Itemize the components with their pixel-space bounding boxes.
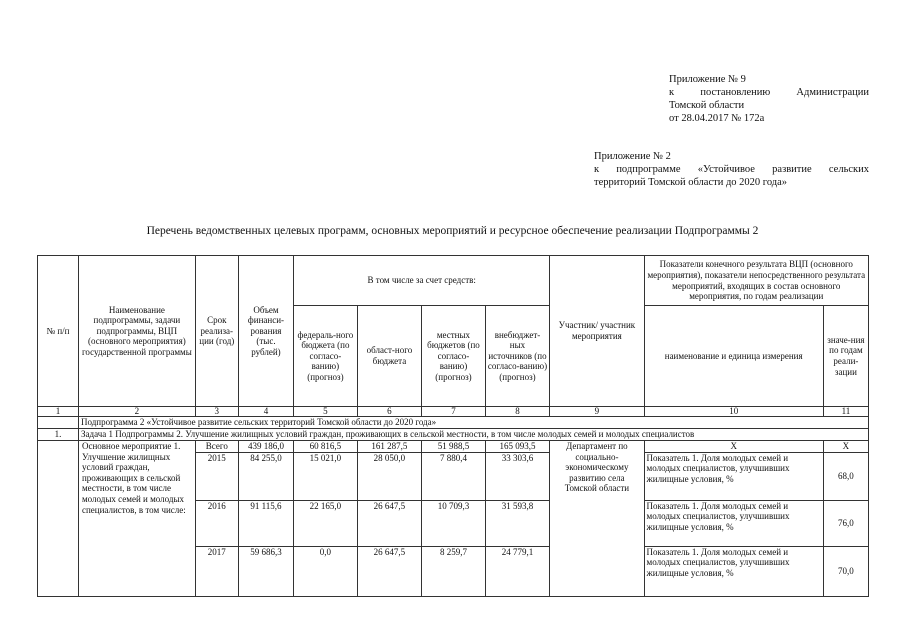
appendix-2-title: Приложение № 2: [594, 151, 671, 162]
indicator-value-cell: 76,0: [823, 500, 868, 546]
task-row: Задача 1 Подпрограммы 2. Улучшение жилищных условий граждан, проживающих в сельской местности, в том числе молодых семей и молодых специалистов: [78, 429, 868, 441]
col-number: 11: [823, 407, 868, 417]
indicator-value-cell: 70,0: [823, 546, 868, 596]
col-number: 10: [644, 407, 823, 417]
volume-cell: 59 686,3: [238, 546, 293, 596]
header-num: № п/п: [38, 256, 79, 407]
appendix-2-subprogram: к подпрограмме «Устойчивое развитие сельских: [594, 164, 869, 175]
indicator-name-cell: Х: [644, 441, 823, 453]
appendix-9-region: Томской области: [669, 100, 745, 111]
header-federal: федераль-ного бюджета (по согласо-ванию) (прогноз): [294, 306, 358, 407]
local-cell: 10 709,3: [422, 500, 486, 546]
subprogram-row: Подпрограмма 2 «Устойчивое развитие сельских территорий Томской области до 2020 года»: [78, 417, 868, 429]
column-numbers-row: [38, 407, 869, 417]
federal-cell: 15 021,0: [294, 452, 358, 500]
local-cell: 8 259,7: [422, 546, 486, 596]
regional-cell: 26 647,5: [357, 546, 422, 596]
extra-cell: 24 779,1: [485, 546, 550, 596]
header-extra: внебюджет-ных источников (по согласо-ванию) (прогноз): [485, 306, 550, 407]
table-row: [38, 441, 869, 453]
participant-cell: Департамент по социально-экономическому развитию села Томской области: [550, 441, 644, 597]
col-number: 8: [485, 407, 550, 417]
extra-cell: 165 093,5: [485, 441, 550, 453]
col-number: 2: [78, 407, 195, 417]
appendix-9-date: от 28.04.2017 № 172а: [669, 113, 765, 124]
header-local: местных бюджетов (по согласо-ванию) (прогноз): [422, 306, 486, 407]
col-number: 5: [294, 407, 358, 417]
indicator-name-cell: Показатель 1. Доля молодых семей и молодых специалистов, улучшивших жилищные условия, %: [644, 500, 823, 546]
measure-name: Основное мероприятие 1. Улучшение жилищных условий граждан, проживающих в сельской местности, в том числе молодых семей и молодых специалистов, в том числе:: [81, 441, 186, 515]
header-sources: В том числе за счет средств:: [294, 256, 550, 306]
regional-cell: 161 287,5: [357, 441, 422, 453]
federal-cell: 60 816,5: [294, 441, 358, 453]
col-number: 9: [550, 407, 644, 417]
indicator-value-cell: 68,0: [823, 452, 868, 500]
header-ind-value: значе-ния по годам реали-зации: [823, 306, 868, 407]
extra-cell: 31 593,8: [485, 500, 550, 546]
regional-cell: 26 647,5: [357, 500, 422, 546]
extra-cell: 33 303,6: [485, 452, 550, 500]
indicator-name-cell: Показатель 1. Доля молодых семей и молодых специалистов, улучшивших жилищные условия, %: [644, 546, 823, 596]
header-ind-name: наименование и единица измерения: [644, 306, 823, 407]
header-name: Наименование подпрограммы, задачи подпрограммы, ВЦП (основного мероприятия) государственной программы: [78, 256, 195, 407]
appendix-9-block: [669, 73, 869, 125]
page-title: Перечень ведомственных целевых программ, основных мероприятий и ресурсное обеспечение реализации Подпрограммы 2: [146, 225, 759, 237]
appendix-9-title: Приложение № 9: [669, 74, 746, 85]
regional-cell: 28 050,0: [357, 452, 422, 500]
volume-cell: 439 186,0: [238, 441, 293, 453]
federal-cell: 22 165,0: [294, 500, 358, 546]
header-participant: Участник/ участник мероприятия: [550, 256, 644, 407]
measure-name-cell: [78, 441, 195, 597]
indicator-name-cell: Показатель 1. Доля молодых семей и молодых специалистов, улучшивших жилищные условия, %: [644, 452, 823, 500]
local-cell: 7 880,4: [422, 452, 486, 500]
appendix-2-block: [594, 150, 869, 189]
year-cell: Всего: [195, 441, 238, 453]
appendix-9-resolution: к постановлению Администрации: [669, 87, 869, 98]
resource-table: [37, 255, 869, 597]
volume-cell: 91 115,6: [238, 500, 293, 546]
year-cell: 2016: [195, 500, 238, 546]
year-cell: 2015: [195, 452, 238, 500]
appendix-2-territory: территорий Томской области до 2020 года»: [594, 177, 788, 188]
volume-cell: 84 255,0: [238, 452, 293, 500]
col-number: 4: [238, 407, 293, 417]
header-indicators: Показатели конечного результата ВЦП (основного мероприятия), показатели непосредственного результата мероприятий, входящих в состав основного мероприятия, по годам реализации: [644, 256, 868, 306]
col-number: 6: [357, 407, 422, 417]
col-number: 1: [38, 407, 79, 417]
federal-cell: 0,0: [294, 546, 358, 596]
col-number: 3: [195, 407, 238, 417]
local-cell: 51 988,5: [422, 441, 486, 453]
col-number: 7: [422, 407, 486, 417]
indicator-value-cell: Х: [823, 441, 868, 453]
header-regional: област-ного бюджета: [357, 306, 422, 407]
header-term: Срок реализа-ции (год): [195, 256, 238, 407]
header-volume: Объем финанси-рования (тыс. рублей): [238, 256, 293, 407]
task-num: 1.: [38, 429, 79, 441]
year-cell: 2017: [195, 546, 238, 596]
